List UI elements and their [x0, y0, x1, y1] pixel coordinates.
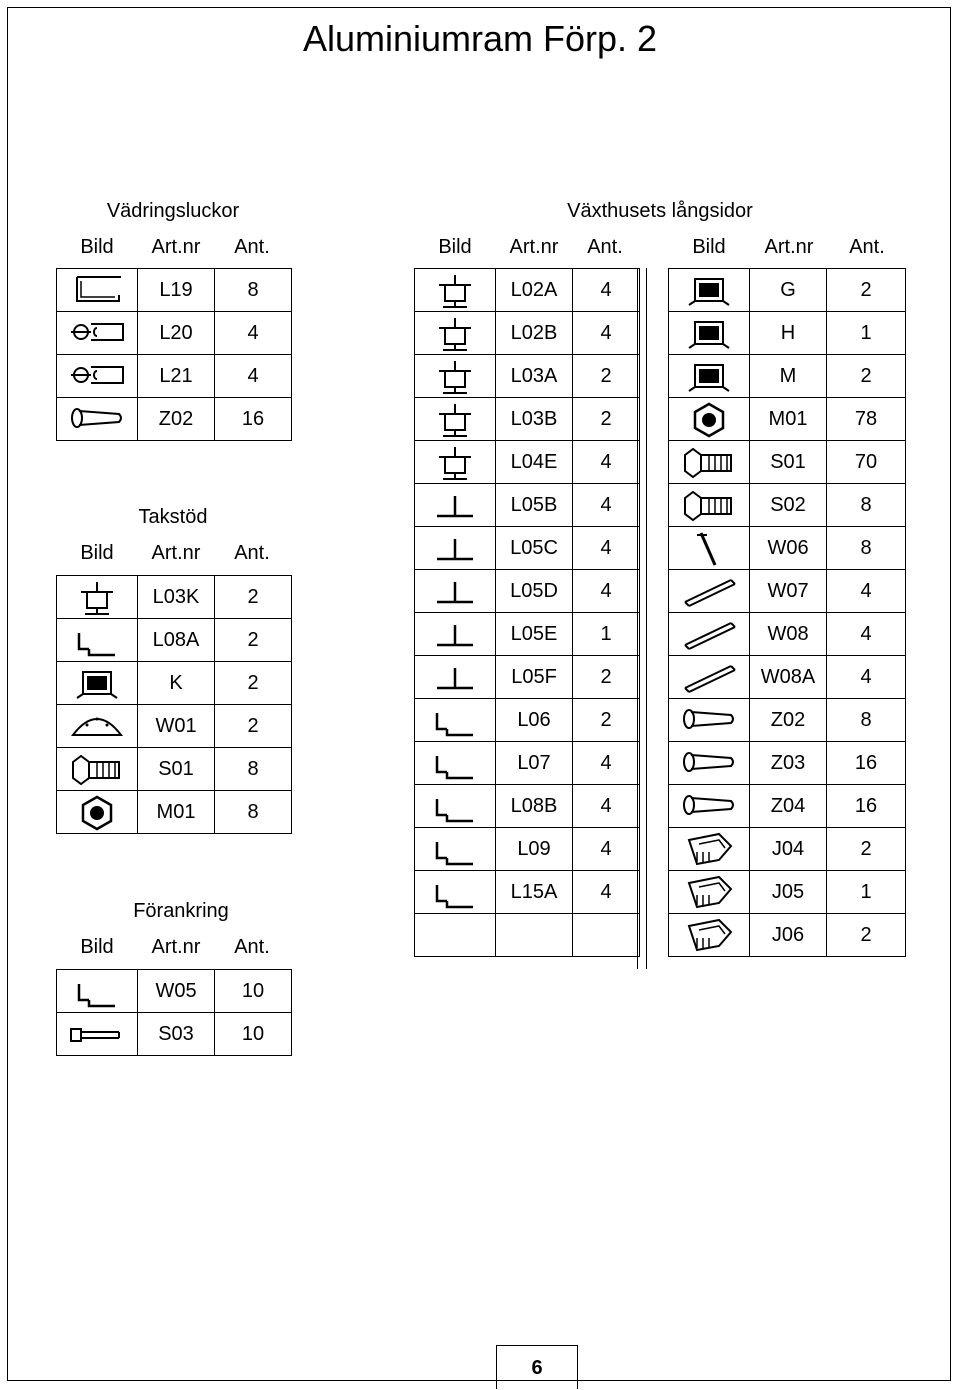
table-vadringsluckor: [56, 268, 292, 441]
bolt-s01-icon: [67, 750, 127, 788]
art-nr-cell: L08A: [138, 619, 215, 662]
table-row: [57, 398, 292, 441]
art-nr-cell: K: [138, 662, 215, 705]
quantity-cell: 4: [573, 742, 640, 785]
art-nr-cell: W06: [750, 527, 827, 570]
art-nr-cell: J06: [750, 914, 827, 957]
table-row: [669, 828, 906, 871]
art-nr-cell: L03B: [496, 398, 573, 441]
quantity-cell: 8: [215, 748, 292, 791]
part-image-cell: [669, 355, 750, 398]
part-image-cell: [415, 871, 496, 914]
table-row: [57, 269, 292, 312]
art-nr-cell: G: [750, 269, 827, 312]
header-bild: Bild: [692, 236, 726, 258]
art-nr-cell: L08B: [496, 785, 573, 828]
quantity-cell: 16: [215, 398, 292, 441]
art-nr-cell: Z02: [750, 699, 827, 742]
art-nr-cell: L20: [138, 312, 215, 355]
part-image-cell: [57, 1013, 138, 1056]
table-row: [415, 656, 640, 699]
art-nr-cell: Z02: [138, 398, 215, 441]
quantity-cell: 4: [573, 570, 640, 613]
art-nr-cell: L21: [138, 355, 215, 398]
profile-l07-icon: [425, 744, 485, 782]
art-nr-cell: L02A: [496, 269, 573, 312]
header-ant: Ant.: [234, 936, 270, 958]
part-image-cell: [415, 742, 496, 785]
quantity-cell: 8: [827, 484, 906, 527]
part-image-cell: [57, 970, 138, 1013]
nut-m01-icon: [679, 400, 739, 438]
header-bild: Bild: [438, 236, 472, 258]
part-image-cell: [415, 570, 496, 613]
table-row: [669, 742, 906, 785]
part-image-cell: [669, 914, 750, 957]
table-row: [415, 484, 640, 527]
part-image-cell: [669, 699, 750, 742]
art-nr-cell: [496, 914, 573, 957]
quantity-cell: 2: [827, 269, 906, 312]
quantity-cell: 4: [573, 484, 640, 527]
quantity-cell: 4: [215, 355, 292, 398]
rail-w08a-icon: [679, 658, 739, 696]
quantity-cell: 2: [215, 576, 292, 619]
part-image-cell: [415, 828, 496, 871]
art-nr-cell: J05: [750, 871, 827, 914]
profile-l05f-icon: [425, 658, 485, 696]
quantity-cell: 78: [827, 398, 906, 441]
bolt-z02-icon: [67, 400, 127, 438]
table-row: [415, 398, 640, 441]
table-row: [415, 570, 640, 613]
table-row: [669, 871, 906, 914]
art-nr-cell: W07: [750, 570, 827, 613]
header-bild: Bild: [80, 542, 114, 564]
art-nr-cell: S01: [138, 748, 215, 791]
table-row: [57, 970, 292, 1013]
part-image-cell: [415, 484, 496, 527]
anchor-w05-icon: [67, 972, 127, 1010]
art-nr-cell: L07: [496, 742, 573, 785]
bolt-z04-icon: [679, 787, 739, 825]
table-row: [415, 914, 640, 957]
art-nr-cell: L03A: [496, 355, 573, 398]
table-row: [415, 828, 640, 871]
part-image-cell: [57, 705, 138, 748]
corner-j06-icon: [679, 916, 739, 954]
profile-l05d-icon: [425, 572, 485, 610]
art-nr-cell: W05: [138, 970, 215, 1013]
table-row: [669, 269, 906, 312]
clip-j04-icon: [679, 830, 739, 868]
header-ant: Ant.: [234, 236, 270, 258]
screw-w06-icon: [679, 529, 739, 567]
profile-l20-icon: [67, 314, 127, 352]
quantity-cell: 1: [573, 613, 640, 656]
table-row: [57, 748, 292, 791]
table-takstod: [56, 575, 292, 834]
quantity-cell: 10: [215, 970, 292, 1013]
art-nr-cell: L04E: [496, 441, 573, 484]
table-forankring: [56, 969, 292, 1056]
part-image-cell: [669, 613, 750, 656]
art-nr-cell: L19: [138, 269, 215, 312]
header-bild: Bild: [80, 936, 114, 958]
table-row: [669, 355, 906, 398]
art-nr-cell: Z04: [750, 785, 827, 828]
table-row: [415, 355, 640, 398]
quantity-cell: 4: [573, 269, 640, 312]
table-row: [415, 613, 640, 656]
quantity-cell: 2: [215, 662, 292, 705]
art-nr-cell: J04: [750, 828, 827, 871]
quantity-cell: 16: [827, 742, 906, 785]
profile-l02b-icon: [425, 314, 485, 352]
art-nr-cell: S01: [750, 441, 827, 484]
section-caption-vadringsluckor: Vädringsluckor: [106, 200, 240, 222]
profile-l15a-icon: [425, 873, 485, 911]
bracket-k-icon: [67, 664, 127, 702]
quantity-cell: 4: [573, 871, 640, 914]
part-image-cell: [415, 441, 496, 484]
quantity-cell: 4: [573, 828, 640, 871]
quantity-cell: 8: [215, 269, 292, 312]
corner-j05-icon: [679, 873, 739, 911]
part-image-cell: [57, 398, 138, 441]
part-image-cell: [415, 269, 496, 312]
bolt-z02-icon: [679, 701, 739, 739]
table-row: [669, 613, 906, 656]
table-row: [669, 312, 906, 355]
art-nr-cell: W01: [138, 705, 215, 748]
profile-l08b-icon: [425, 787, 485, 825]
table-row: [57, 619, 292, 662]
table-row: [669, 656, 906, 699]
profile-l19-icon: [67, 271, 127, 309]
table-row: [415, 742, 640, 785]
header-artnr: Art.nr: [151, 542, 201, 564]
part-image-cell: [57, 269, 138, 312]
quantity-cell: 1: [827, 871, 906, 914]
part-image-cell: [415, 914, 496, 957]
table-row: [669, 699, 906, 742]
section-caption-vaxthuset: Växthusets långsidor: [567, 200, 753, 222]
part-image-cell: [669, 828, 750, 871]
art-nr-cell: W08A: [750, 656, 827, 699]
profile-l05b-icon: [425, 486, 485, 524]
art-nr-cell: H: [750, 312, 827, 355]
part-image-cell: [415, 656, 496, 699]
profile-l02a-icon: [425, 271, 485, 309]
profile-l03b-icon: [425, 400, 485, 438]
table-row: [57, 705, 292, 748]
quantity-cell: 2: [573, 355, 640, 398]
part-image-cell: [415, 312, 496, 355]
profile-l08a-icon: [67, 621, 127, 659]
art-nr-cell: L05F: [496, 656, 573, 699]
quantity-cell: 16: [827, 785, 906, 828]
table-row: [415, 785, 640, 828]
profile-l03a-icon: [425, 357, 485, 395]
column-divider: [637, 268, 647, 969]
quantity-cell: 2: [573, 656, 640, 699]
art-nr-cell: Z03: [750, 742, 827, 785]
table-row: [669, 785, 906, 828]
quantity-cell: 8: [215, 791, 292, 834]
quantity-cell: 4: [827, 656, 906, 699]
bracket-m-icon: [679, 357, 739, 395]
part-image-cell: [57, 312, 138, 355]
quantity-cell: 4: [573, 527, 640, 570]
part-image-cell: [669, 312, 750, 355]
profile-l05c-icon: [425, 529, 485, 567]
nut-m01-icon: [67, 793, 127, 831]
part-image-cell: [669, 398, 750, 441]
part-image-cell: [415, 527, 496, 570]
part-image-cell: [669, 441, 750, 484]
header-artnr: Art.nr: [764, 236, 814, 258]
art-nr-cell: L06: [496, 699, 573, 742]
table-row: [57, 355, 292, 398]
part-image-cell: [669, 484, 750, 527]
header-ant: Ant.: [849, 236, 885, 258]
art-nr-cell: L02B: [496, 312, 573, 355]
art-nr-cell: L05B: [496, 484, 573, 527]
header-artnr: Art.nr: [509, 236, 559, 258]
part-image-cell: [669, 527, 750, 570]
art-nr-cell: L03K: [138, 576, 215, 619]
profile-l05e-icon: [425, 615, 485, 653]
art-nr-cell: M01: [750, 398, 827, 441]
table-row: [669, 527, 906, 570]
part-image-cell: [57, 662, 138, 705]
part-image-cell: [669, 785, 750, 828]
quantity-cell: 4: [573, 312, 640, 355]
quantity-cell: 4: [573, 441, 640, 484]
table-row: [415, 527, 640, 570]
art-nr-cell: M01: [138, 791, 215, 834]
table-row: [669, 570, 906, 613]
table-row: [415, 871, 640, 914]
part-image-cell: [415, 699, 496, 742]
table-row: [57, 1013, 292, 1056]
art-nr-cell: L15A: [496, 871, 573, 914]
table-row: [415, 699, 640, 742]
profile-l09-icon: [425, 830, 485, 868]
table-row: [669, 398, 906, 441]
table-row: [669, 914, 906, 957]
part-image-cell: [57, 748, 138, 791]
table-vaxthuset-left: [414, 268, 640, 957]
part-image-cell: [57, 576, 138, 619]
header-artnr: Art.nr: [151, 936, 201, 958]
art-nr-cell: M: [750, 355, 827, 398]
page-number: 6: [496, 1345, 578, 1389]
table-row: [57, 662, 292, 705]
table-row: [669, 441, 906, 484]
part-image-cell: [57, 619, 138, 662]
quantity-cell: 2: [573, 398, 640, 441]
art-nr-cell: L05E: [496, 613, 573, 656]
quantity-cell: 70: [827, 441, 906, 484]
part-image-cell: [415, 355, 496, 398]
bracket-h-icon: [679, 314, 739, 352]
part-image-cell: [669, 656, 750, 699]
plate-w01-icon: [67, 707, 127, 745]
quantity-cell: 4: [827, 570, 906, 613]
table-row: [415, 312, 640, 355]
quantity-cell: 4: [215, 312, 292, 355]
table-row: [57, 576, 292, 619]
header-bild: Bild: [80, 236, 114, 258]
bolt-s03-icon: [67, 1015, 127, 1053]
quantity-cell: 2: [827, 355, 906, 398]
quantity-cell: 2: [215, 619, 292, 662]
profile-l06-icon: [425, 701, 485, 739]
header-ant: Ant.: [234, 542, 270, 564]
quantity-cell: 2: [827, 914, 906, 957]
section-caption-forankring: Förankring: [133, 900, 229, 922]
quantity-cell: 4: [573, 785, 640, 828]
art-nr-cell: L05D: [496, 570, 573, 613]
art-nr-cell: L05C: [496, 527, 573, 570]
table-vaxthuset-right: [668, 268, 906, 957]
part-image-cell: [57, 355, 138, 398]
table-row: [57, 312, 292, 355]
part-image-cell: [57, 791, 138, 834]
rail-w07-icon: [679, 572, 739, 610]
quantity-cell: 10: [215, 1013, 292, 1056]
part-image-cell: [669, 742, 750, 785]
part-image-cell: [669, 570, 750, 613]
art-nr-cell: W08: [750, 613, 827, 656]
quantity-cell: 8: [827, 527, 906, 570]
bolt-z03-icon: [679, 744, 739, 782]
quantity-cell: 4: [827, 613, 906, 656]
header-artnr: Art.nr: [151, 236, 201, 258]
part-image-cell: [669, 269, 750, 312]
art-nr-cell: S03: [138, 1013, 215, 1056]
profile-l03k-icon: [67, 578, 127, 616]
header-ant: Ant.: [587, 236, 623, 258]
art-nr-cell: S02: [750, 484, 827, 527]
profile-l21-icon: [67, 357, 127, 395]
bolt-s02-icon: [679, 486, 739, 524]
page-title: Aluminiumram Förp. 2: [302, 18, 658, 59]
part-image-cell: [669, 871, 750, 914]
bolt-s01-icon: [679, 443, 739, 481]
table-row: [669, 484, 906, 527]
table-row: [57, 791, 292, 834]
part-image-cell: [415, 785, 496, 828]
quantity-cell: 2: [827, 828, 906, 871]
table-row: [415, 269, 640, 312]
section-caption-takstod: Takstöd: [138, 506, 208, 528]
quantity-cell: [573, 914, 640, 957]
quantity-cell: 2: [215, 705, 292, 748]
quantity-cell: 8: [827, 699, 906, 742]
quantity-cell: 2: [573, 699, 640, 742]
profile-l04e-icon: [425, 443, 485, 481]
table-row: [415, 441, 640, 484]
quantity-cell: 1: [827, 312, 906, 355]
part-image-cell: [415, 613, 496, 656]
part-image-cell: [415, 398, 496, 441]
bracket-g-icon: [679, 271, 739, 309]
art-nr-cell: L09: [496, 828, 573, 871]
rail-w08-icon: [679, 615, 739, 653]
